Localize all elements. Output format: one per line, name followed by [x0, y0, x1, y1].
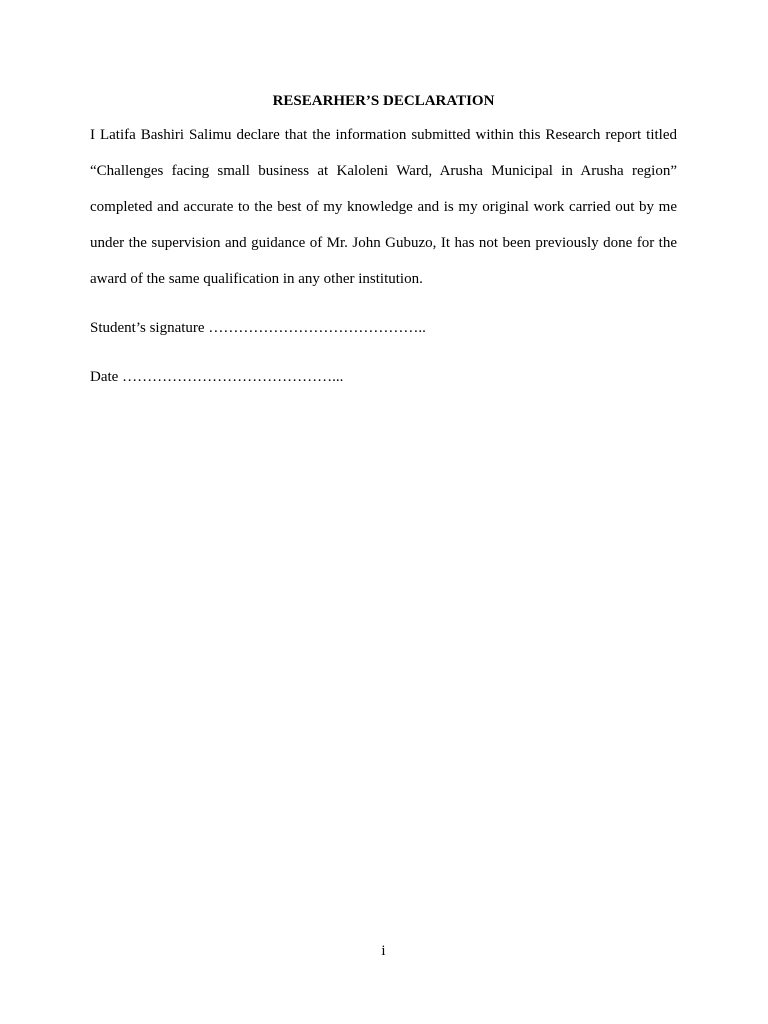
declaration-line-5: award of the same qualification in any other institution. [90, 271, 423, 287]
declaration-line-1: I Latifa Bashiri Salimu declare that the information submitted within this Research report titled [90, 127, 677, 143]
declaration-line-4: under the supervision and guidance of Mr. John Gubuzo, It has not been previously done for the [90, 235, 677, 251]
date-blank-line: ……………………………………... [122, 369, 344, 385]
page-number: i [381, 943, 386, 959]
declaration-line-3: completed and accurate to the best of my knowledge and is my original work carried out by me [90, 199, 677, 215]
signature-blank-line: …………………………………….. [208, 320, 426, 336]
student-signature-field [90, 310, 677, 346]
date-field [90, 359, 677, 395]
signature-label: Student’s signature [90, 320, 205, 336]
declaration-paragraph [90, 117, 677, 297]
page-title: RESEARHER’S DECLARATION [272, 93, 495, 109]
date-label: Date [90, 369, 119, 385]
declaration-line-2: “Challenges facing small business at Kaloleni Ward, Arusha Municipal in Arusha region” [90, 163, 677, 179]
